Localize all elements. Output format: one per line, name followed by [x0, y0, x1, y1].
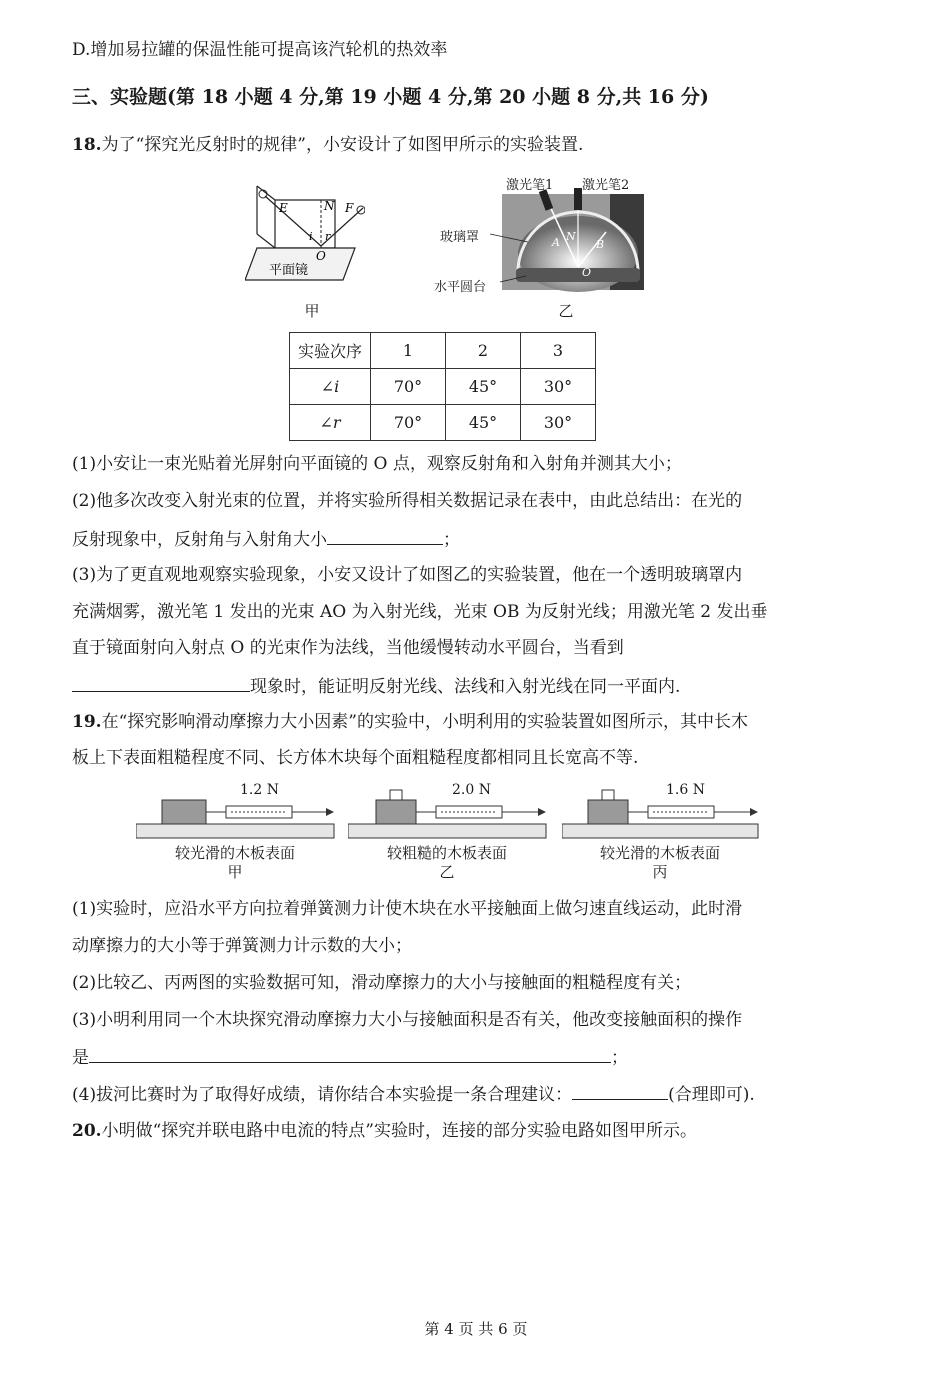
q20-intro-text: 小明做“探究并联电路中电流的特点”实验时，连接的部分实验电路如图甲所示。 [101, 1121, 697, 1141]
force-reading: 2.0 N [452, 782, 491, 798]
glass-cover-label: 玻璃罩 [440, 230, 480, 245]
answer-blank[interactable] [72, 673, 250, 692]
table-cell: 实验次序 [290, 333, 371, 369]
punct: ； [611, 1048, 628, 1068]
angle-table [289, 332, 596, 441]
label-a: A [552, 236, 560, 249]
figure-jia [245, 178, 365, 290]
table-row [290, 369, 596, 405]
answer-blank[interactable] [327, 526, 443, 545]
surface-label: 较粗糙的木板表面 [386, 844, 507, 862]
q18-part3b: 充满烟雾，激光笔 1 发出的光束 AO 为入射光线，光束 OB 为反射光线；用激光笔 2 发出垂 [72, 602, 768, 622]
q19-intro-a [72, 710, 748, 734]
q19-part4 [72, 1081, 755, 1107]
force-reading: 1.2 N [240, 782, 279, 798]
friction-figure-yi [348, 780, 548, 880]
q18-part3d [72, 673, 680, 699]
q18-part3d-text: 现象时，能证明反射光线、法线和入射光线在同一平面内. [250, 677, 681, 697]
q18-number: 18. [72, 135, 102, 155]
turntable-label: 水平圆台 [434, 280, 487, 295]
q19-intro-b: 板上下表面粗糙程度不同、长方体木块每个面粗糙程度都相同且长宽高不等. [72, 748, 639, 768]
q18-part3a: (3)为了更直观地观察实验现象，小安又设计了如图乙的实验装置，他在一个透明玻璃罩内 [72, 565, 743, 585]
q18-part3c: 直于镜面射向入射点 O 的光束作为法线，当他缓慢转动水平圆台，当看到 [72, 638, 624, 658]
label-e: E [279, 201, 288, 215]
table-cell: ∠r [290, 405, 371, 441]
q20-number: 20. [72, 1121, 102, 1141]
punct: ； [443, 530, 460, 550]
q19-part1b: 动摩擦力的大小等于弹簧测力计示数的大小； [72, 936, 412, 956]
label-o: O [316, 249, 326, 263]
q20-intro [72, 1119, 697, 1143]
q18-part2a: (2)他多次改变入射光束的位置，并将实验所得相关数据记录在表中，由此总结出：在光的 [72, 491, 743, 511]
table-row [290, 405, 596, 441]
table-cell: 45° [446, 405, 521, 441]
figure-caption: 丙 [652, 863, 668, 881]
figure-yi-caption: 乙 [558, 302, 574, 320]
table-cell: 2 [446, 333, 521, 369]
laser2-label: 激光笔2 [582, 178, 630, 193]
label-b: B [596, 238, 605, 251]
label-r: r [325, 230, 331, 243]
q18-part2b-text: 反射现象中，反射角与入射角大小 [72, 530, 327, 550]
table-row [290, 333, 596, 369]
q19-part3b [72, 1044, 628, 1070]
q19-part3a: (3)小明利用同一个木块探究滑动摩擦力大小与接触面积是否有关，他改变接触面积的操作 [72, 1010, 743, 1030]
answer-blank[interactable] [572, 1081, 668, 1100]
table-cell: 30° [521, 405, 596, 441]
label-o-yi: O [582, 266, 592, 279]
q19-part4-end: (合理即可). [668, 1085, 755, 1105]
q19-part4-text: (4)拔河比赛时为了取得好成绩，请你结合本实验提一条合理建议： [72, 1085, 573, 1105]
section-heading: 三、实验题(第 18 小题 4 分,第 19 小题 4 分,第 20 小题 8 分,共 16 分) [72, 86, 709, 108]
label-n-yi: N [566, 230, 576, 243]
table-cell: 70° [371, 405, 446, 441]
label-i: i [309, 230, 313, 243]
surface-label: 较光滑的木板表面 [599, 844, 720, 862]
table-cell: 3 [521, 333, 596, 369]
laser1-label: 激光笔1 [506, 178, 554, 193]
q19-part2: (2)比较乙、丙两图的实验数据可知，滑动摩擦力的大小与接触面的粗糙程度有关； [72, 973, 692, 993]
q19-part1a: (1)实验时，应沿水平方向拉着弹簧测力计使木块在水平接触面上做匀速直线运动，此时滑 [72, 899, 743, 919]
q18-intro-text: 为了“探究光反射时的规律”，小安设计了如图甲所示的实验装置. [101, 135, 584, 155]
table-cell: ∠i [290, 369, 371, 405]
q18-intro [72, 133, 583, 157]
q18-part2b [72, 526, 460, 552]
q19-number: 19. [72, 712, 102, 732]
table-cell: 45° [446, 369, 521, 405]
table-cell: 30° [521, 369, 596, 405]
figure-caption: 乙 [439, 863, 455, 881]
option-d: D.增加易拉罐的保温性能可提高该汽轮机的热效率 [72, 40, 448, 60]
friction-figure-bing [562, 780, 762, 880]
page-footer: 第 4 页 共 6 页 [424, 1320, 528, 1338]
figure-jia-caption: 甲 [304, 302, 320, 320]
q18-part1: (1)小安让一束光贴着光屏射向平面镜的 O 点，观察反射角和入射角并测其大小； [72, 454, 682, 474]
q19-intro-a-text: 在“探究影响滑动摩擦力大小因素”的实验中，小明利用的实验装置如图所示，其中长木 [101, 712, 748, 732]
force-reading: 1.6 N [666, 782, 705, 798]
figure-yi [430, 172, 650, 297]
label-f: F [345, 201, 354, 215]
figure-caption: 甲 [227, 863, 243, 881]
mirror-label: 平面镜 [269, 263, 309, 278]
q19-part3b-text: 是 [72, 1048, 89, 1068]
table-cell: 1 [371, 333, 446, 369]
surface-label: 较光滑的木板表面 [174, 844, 295, 862]
answer-blank[interactable] [89, 1044, 611, 1063]
friction-figure-jia [136, 780, 336, 880]
table-cell: 70° [371, 369, 446, 405]
label-n: N [324, 199, 335, 213]
